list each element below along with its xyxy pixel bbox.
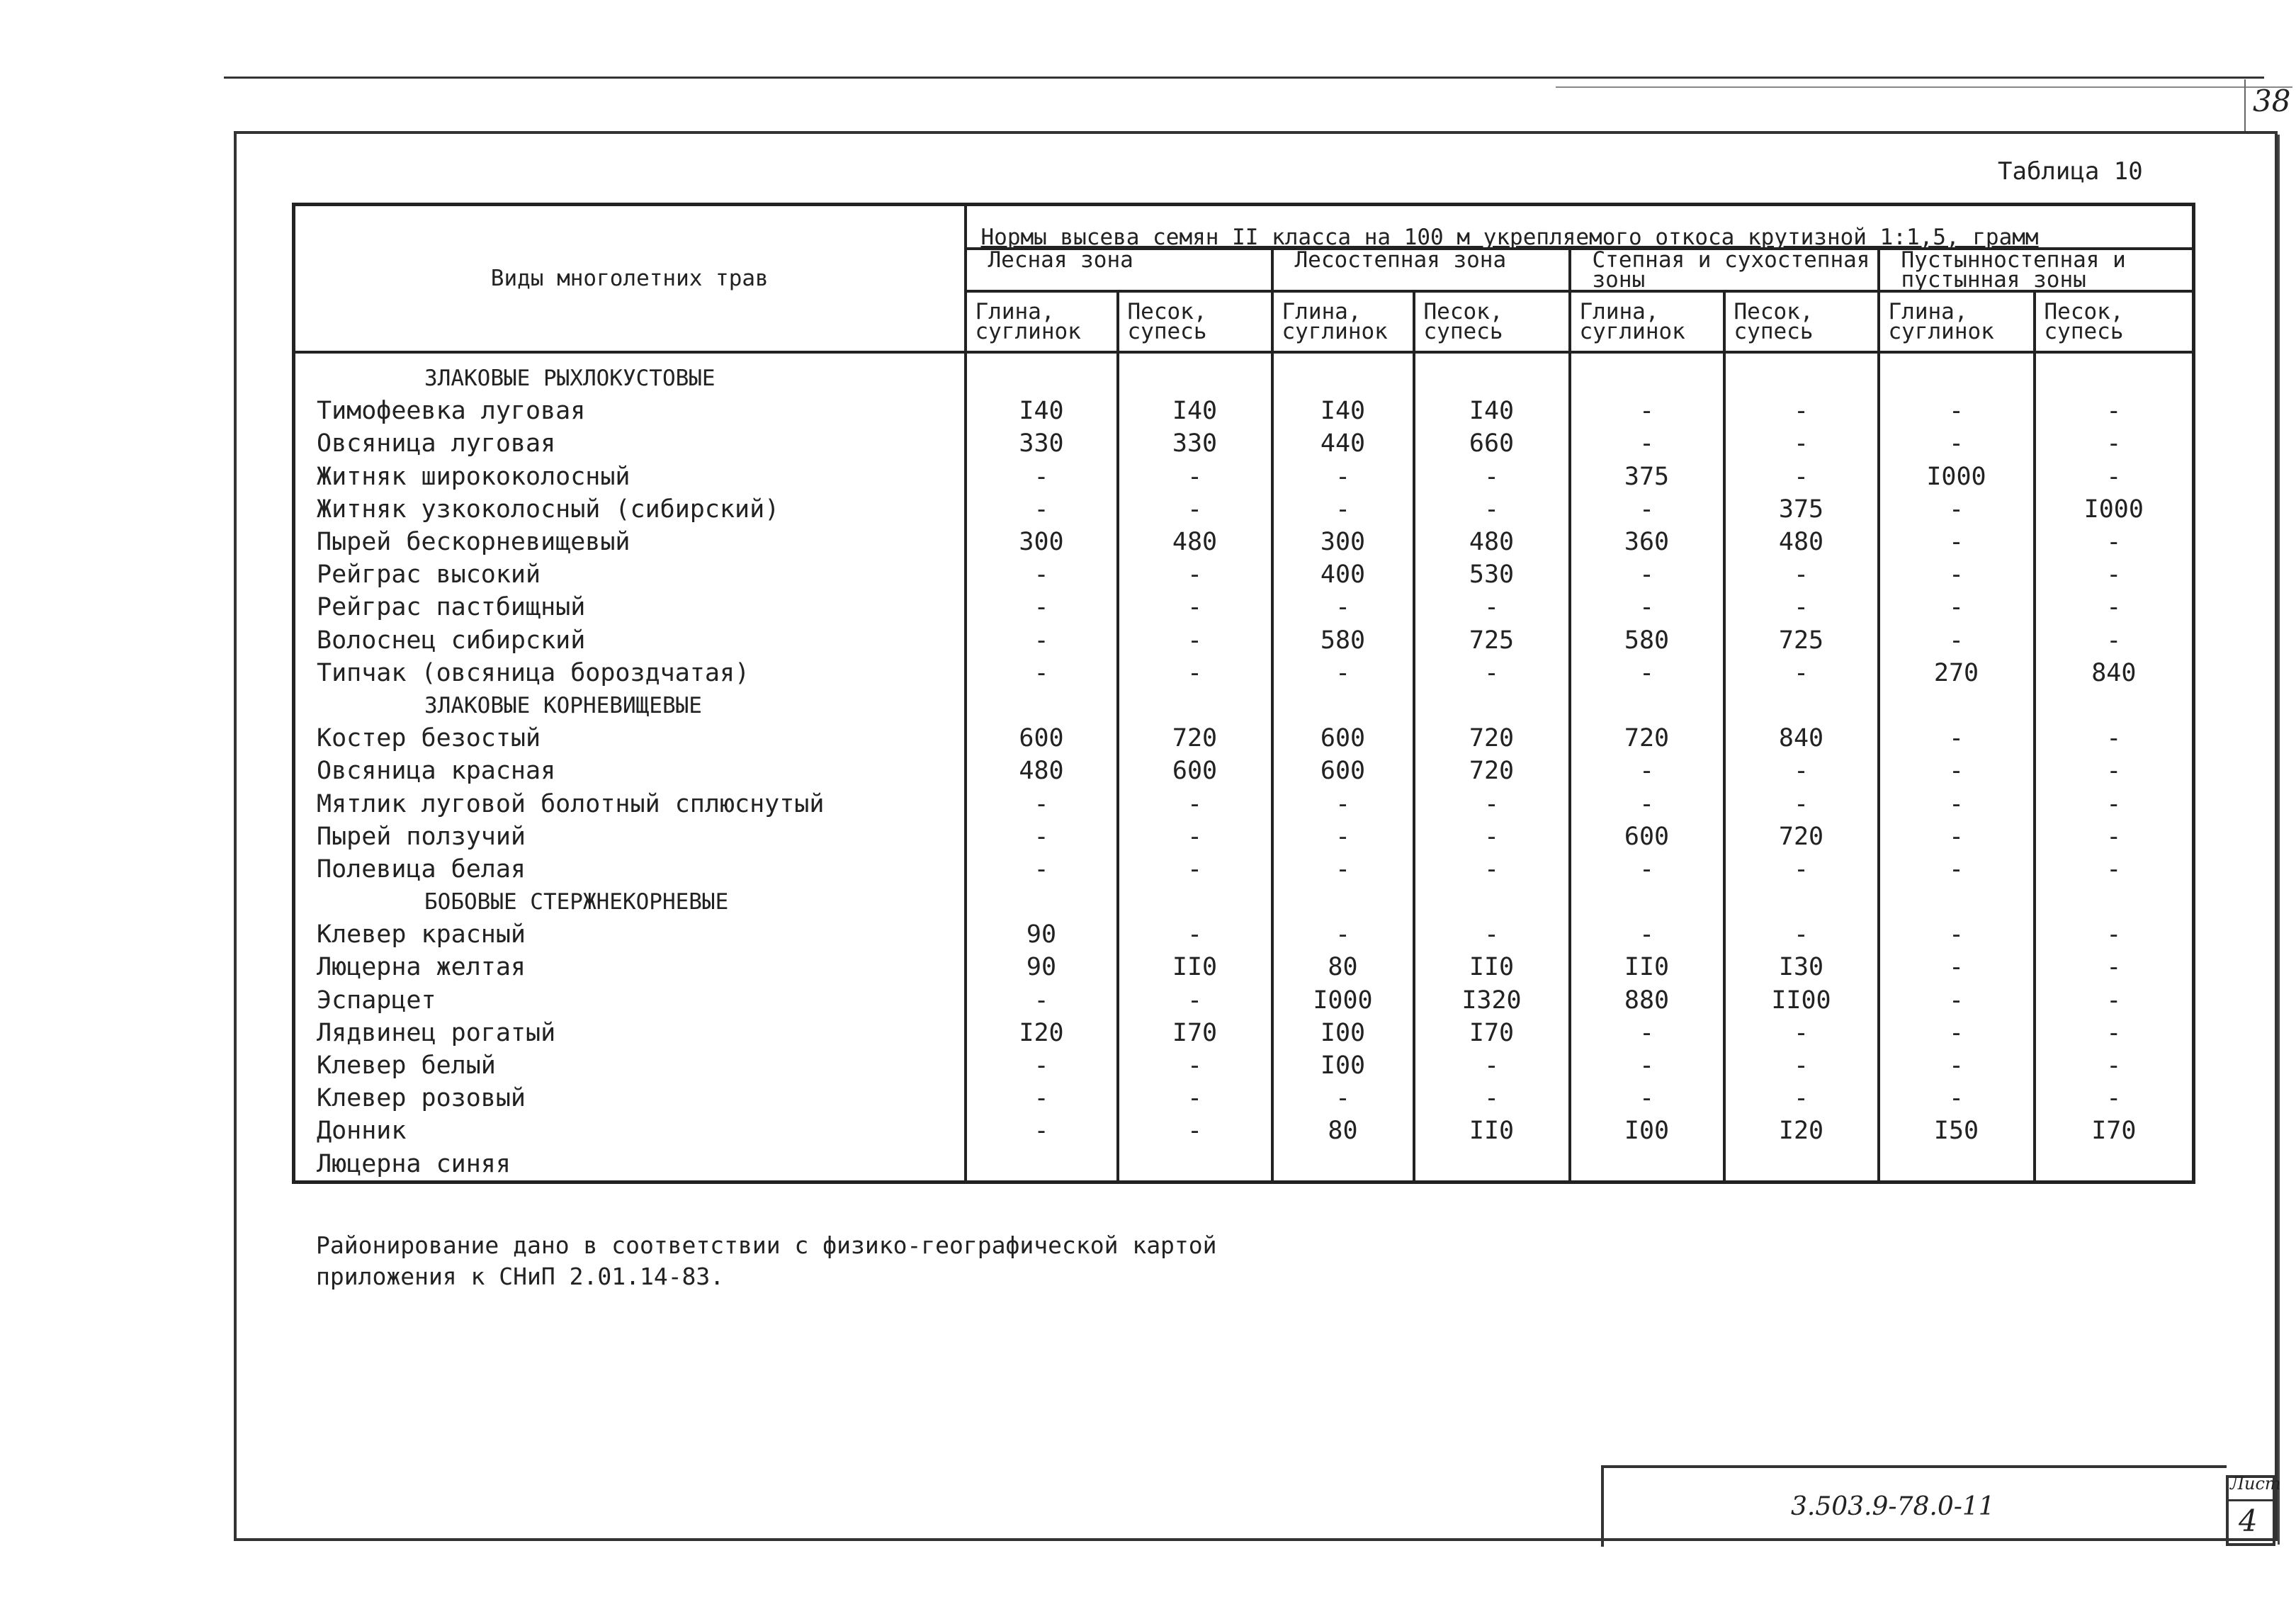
species-name: Житняк ширококолосный (294, 461, 966, 493)
table-cell: - (1118, 657, 1272, 689)
table-cell: 330 (1118, 427, 1272, 460)
zone-header: Пустынностепная и пустынная зоны (1879, 249, 2194, 291)
table-cell: - (1272, 787, 1414, 820)
table-cell: I40 (1118, 395, 1272, 427)
table-cell: - (1570, 427, 1724, 460)
table-cell: - (1879, 493, 2035, 526)
note-line-1: Районирование дано в соответствии с физико-географической картой (316, 1231, 1217, 1259)
table-cell: - (1570, 1082, 1724, 1114)
table-cell: II0 (1118, 951, 1272, 983)
table-row (294, 624, 2194, 657)
table-cell (1272, 689, 1414, 722)
table-cell: 600 (1570, 820, 1724, 853)
table-row (294, 1148, 2194, 1183)
table-cell (1272, 1148, 1414, 1183)
table-cell: - (966, 787, 1118, 820)
table-cell: 600 (966, 722, 1118, 755)
table-cell (1414, 352, 1570, 395)
table-cell: - (1724, 918, 1879, 951)
table-cell (2035, 689, 2194, 722)
table-cell: - (966, 984, 1118, 1017)
group-heading: ЗЛАКОВЫЕ КОРНЕВИЩЕВЫЕ (294, 689, 966, 722)
table-cell: - (1879, 1017, 2035, 1049)
table-cell: - (1414, 1049, 1570, 1082)
table-row (294, 918, 2194, 951)
table-cell: - (2035, 1082, 2194, 1114)
species-name: Мятлик луговой болотный сплюснутый (294, 787, 966, 820)
zone-header: Лесостепная зона (1272, 249, 1570, 291)
table-cell: - (1570, 493, 1724, 526)
soil-header: Песок, супесь (1118, 291, 1272, 352)
table-cell: - (1724, 591, 1879, 623)
table-row (294, 526, 2194, 558)
table-cell: - (1879, 951, 2035, 983)
table-cell: I40 (1414, 395, 1570, 427)
table-cell: II00 (1724, 984, 1879, 1017)
soil-header: Глина, суглинок (1879, 291, 2035, 352)
table-cell: 270 (1879, 657, 2035, 689)
table-cell: 580 (1272, 624, 1414, 657)
species-name: Пырей ползучий (294, 820, 966, 853)
table-row (294, 591, 2194, 623)
table-cell: 600 (1272, 755, 1414, 787)
zone-header: Лесная зона (966, 249, 1272, 291)
table-cell: I70 (2035, 1114, 2194, 1147)
table-cell: 880 (1570, 984, 1724, 1017)
species-name: Рейграс пастбищный (294, 591, 966, 623)
table-cell: - (1414, 493, 1570, 526)
table-cell: - (1118, 853, 1272, 886)
table-cell (966, 1148, 1118, 1183)
table-cell: I50 (1879, 1114, 2035, 1147)
table-cell: - (1118, 984, 1272, 1017)
table-cell (1414, 886, 1570, 918)
table-cell: 720 (1414, 755, 1570, 787)
table-cell: I000 (1272, 984, 1414, 1017)
table-cell: - (1570, 1049, 1724, 1082)
table-cell: - (1879, 722, 2035, 755)
table-cell: - (1570, 591, 1724, 623)
table-cell (1272, 352, 1414, 395)
table-cell: I20 (966, 1017, 1118, 1049)
table-cell: 300 (966, 526, 1118, 558)
table-cell: - (2035, 526, 2194, 558)
table-cell: - (1724, 395, 1879, 427)
table-cell: - (966, 853, 1118, 886)
table-cell (1724, 1148, 1879, 1183)
table-cell: 580 (1570, 624, 1724, 657)
table-cell: - (1118, 1049, 1272, 1082)
table-cell: - (1879, 1049, 2035, 1082)
table-cell: 725 (1724, 624, 1879, 657)
table-cell: - (1118, 624, 1272, 657)
table-cell (1724, 689, 1879, 722)
table-cell (1879, 1148, 2035, 1183)
species-name: Люцерна желтая (294, 951, 966, 983)
table-cell: - (1724, 1049, 1879, 1082)
table-cell: - (1118, 1114, 1272, 1147)
zone-header: Степная и сухостепная зоны (1570, 249, 1879, 291)
table-cell: - (1879, 624, 2035, 657)
species-name: Пырей бескорневищевый (294, 526, 966, 558)
species-name: Донник (294, 1114, 966, 1147)
table-cell: - (966, 461, 1118, 493)
sheet-number: 4 (2239, 1503, 2258, 1538)
table-cell: 720 (1724, 820, 1879, 853)
table-cell: - (1414, 591, 1570, 623)
table-body (294, 352, 2194, 1182)
table-cell (1570, 1148, 1724, 1183)
table-cell: - (2035, 1049, 2194, 1082)
table-cell: - (1570, 918, 1724, 951)
table-cell: - (1724, 461, 1879, 493)
table-cell: - (2035, 461, 2194, 493)
sheet-label: Лист (2230, 1474, 2281, 1494)
table-cell: 720 (1118, 722, 1272, 755)
table-cell: - (1879, 984, 2035, 1017)
table-cell: - (966, 820, 1118, 853)
table-cell: 660 (1414, 427, 1570, 460)
soil-header: Песок, супесь (1724, 291, 1879, 352)
table-row (294, 1082, 2194, 1114)
table-caption: Таблица 10 (1998, 157, 2143, 186)
table-cell: 375 (1724, 493, 1879, 526)
table-cell (1879, 689, 2035, 722)
table-cell (1414, 689, 1570, 722)
soil-header: Глина, суглинок (966, 291, 1118, 352)
table-cell: - (1118, 558, 1272, 591)
table-cell: I40 (1272, 395, 1414, 427)
table-cell: - (2035, 755, 2194, 787)
table-cell: - (1724, 755, 1879, 787)
species-name: Костер безостый (294, 722, 966, 755)
table-row (294, 1114, 2194, 1147)
table-cell: 840 (1724, 722, 1879, 755)
table-cell: - (2035, 722, 2194, 755)
table-cell: - (1414, 461, 1570, 493)
table-cell: - (1879, 820, 2035, 853)
table-cell: I20 (1724, 1114, 1879, 1147)
table-cell: 90 (966, 918, 1118, 951)
group-row (294, 689, 2194, 722)
table-cell: - (1879, 395, 2035, 427)
table-cell: - (1272, 461, 1414, 493)
table-cell: - (1414, 657, 1570, 689)
table-cell: - (1724, 657, 1879, 689)
table-cell (2035, 352, 2194, 395)
table-cell (2035, 1148, 2194, 1183)
table-cell: I00 (1272, 1049, 1414, 1082)
table-cell (1118, 689, 1272, 722)
table-cell: 330 (966, 427, 1118, 460)
table-cell: - (1724, 853, 1879, 886)
table-cell: - (2035, 918, 2194, 951)
table-cell: - (2035, 591, 2194, 623)
table-cell (1879, 886, 2035, 918)
table-cell: I000 (1879, 461, 2035, 493)
table-cell: - (1272, 820, 1414, 853)
table-cell: - (1414, 787, 1570, 820)
table-cell: I70 (1414, 1017, 1570, 1049)
table-cell: - (2035, 1017, 2194, 1049)
document-code: 3.503.9-78.0-11 (1791, 1492, 1995, 1521)
species-name: Люцерна синяя (294, 1148, 966, 1183)
right-margin-line (2244, 79, 2246, 132)
species-name: Полевица белая (294, 853, 966, 886)
table-cell (1570, 352, 1724, 395)
table-cell: - (1879, 755, 2035, 787)
table-cell: 360 (1570, 526, 1724, 558)
group-row (294, 886, 2194, 918)
table-cell (966, 352, 1118, 395)
table-cell (2035, 886, 2194, 918)
table-row (294, 395, 2194, 427)
table-cell (1414, 1148, 1570, 1183)
table-cell: II0 (1570, 951, 1724, 983)
group-heading: ЗЛАКОВЫЕ РЫХЛОКУСТОВЫЕ (294, 352, 966, 395)
table-cell: 720 (1414, 722, 1570, 755)
soil-header: Песок, супесь (1414, 291, 1570, 352)
soil-header: Глина, суглинок (1570, 291, 1724, 352)
note-line-2: приложения к СНиП 2.01.14-83. (316, 1263, 725, 1290)
table-cell: - (1570, 1017, 1724, 1049)
table-cell: - (1118, 918, 1272, 951)
table-cell (966, 689, 1118, 722)
table-cell: - (1118, 820, 1272, 853)
table-cell (1879, 352, 2035, 395)
table-row (294, 984, 2194, 1017)
table-cell: 375 (1570, 461, 1724, 493)
table-cell: 480 (1414, 526, 1570, 558)
table-cell: 300 (1272, 526, 1414, 558)
table-row (294, 1017, 2194, 1049)
soil-header: Глина, суглинок (1272, 291, 1414, 352)
species-name: Житняк узкоколосный (сибирский) (294, 493, 966, 526)
table-cell: - (1118, 493, 1272, 526)
species-name: Эспарцет (294, 984, 966, 1017)
table-row (294, 722, 2194, 755)
table-row (294, 853, 2194, 886)
page-number: 38 (2253, 84, 2291, 118)
table-cell (1118, 886, 1272, 918)
table-cell: - (1879, 558, 2035, 591)
table-cell: - (1724, 1017, 1879, 1049)
table-cell: - (966, 591, 1118, 623)
table-cell: - (966, 1049, 1118, 1082)
table-cell: 530 (1414, 558, 1570, 591)
species-name: Рейграс высокий (294, 558, 966, 591)
table-cell: 600 (1118, 755, 1272, 787)
table-cell: - (1879, 526, 2035, 558)
table-cell: - (1570, 657, 1724, 689)
table-row (294, 427, 2194, 460)
table-cell: - (1879, 787, 2035, 820)
table-row (294, 820, 2194, 853)
table-cell (1272, 886, 1414, 918)
table-cell: - (1570, 853, 1724, 886)
table-cell: - (1272, 591, 1414, 623)
table-cell (1724, 886, 1879, 918)
table-cell: - (1879, 853, 2035, 886)
table-cell: - (1272, 1082, 1414, 1114)
table-cell: I30 (1724, 951, 1879, 983)
table-cell: I320 (1414, 984, 1570, 1017)
table-row (294, 657, 2194, 689)
table-cell: - (1879, 918, 2035, 951)
table-cell: - (2035, 951, 2194, 983)
table-cell: - (1570, 787, 1724, 820)
table-cell: II0 (1414, 1114, 1570, 1147)
table-row (294, 755, 2194, 787)
table-cell: - (1118, 1082, 1272, 1114)
table-cell (1570, 689, 1724, 722)
table-cell: II0 (1414, 951, 1570, 983)
table-cell: - (1414, 820, 1570, 853)
table-cell: - (1272, 493, 1414, 526)
table-cell: I70 (1118, 1017, 1272, 1049)
table-cell: - (2035, 853, 2194, 886)
species-name: Волоснец сибирский (294, 624, 966, 657)
table-cell: - (1414, 918, 1570, 951)
table-row (294, 461, 2194, 493)
table-cell: 480 (966, 755, 1118, 787)
table-cell: - (2035, 787, 2194, 820)
table-cell: 440 (1272, 427, 1414, 460)
header-species: Виды многолетних трав (294, 205, 966, 353)
table-cell: 480 (1724, 526, 1879, 558)
table-row (294, 787, 2194, 820)
table-cell (1118, 1148, 1272, 1183)
table-cell: - (1414, 853, 1570, 886)
table-cell: - (1570, 755, 1724, 787)
species-name: Клевер белый (294, 1049, 966, 1082)
table-cell: I000 (2035, 493, 2194, 526)
table-cell: - (2035, 984, 2194, 1017)
table-cell: 400 (1272, 558, 1414, 591)
sheet-box-divider (2226, 1499, 2275, 1501)
table-cell: - (966, 1082, 1118, 1114)
table-cell: - (2035, 624, 2194, 657)
table-row (294, 951, 2194, 983)
table-cell: - (1414, 1082, 1570, 1114)
species-name: Типчак (овсяница бороздчатая) (294, 657, 966, 689)
species-name: Овсяница луговая (294, 427, 966, 460)
table-cell: - (966, 493, 1118, 526)
species-name: Овсяница красная (294, 755, 966, 787)
table-cell: - (1118, 787, 1272, 820)
top-rule (224, 77, 2264, 79)
table-row (294, 558, 2194, 591)
table-cell: - (1724, 558, 1879, 591)
table-cell: I00 (1272, 1017, 1414, 1049)
table-cell: 725 (1414, 624, 1570, 657)
right-edge-line (2278, 135, 2280, 1545)
table-cell: - (1570, 395, 1724, 427)
table-cell: - (966, 558, 1118, 591)
table-cell: - (1879, 1082, 2035, 1114)
table-cell: I00 (1570, 1114, 1724, 1147)
species-name: Лядвинец рогатый (294, 1017, 966, 1049)
table-cell (1724, 352, 1879, 395)
table-cell: - (1118, 591, 1272, 623)
table-cell: - (1724, 1082, 1879, 1114)
group-row (294, 352, 2194, 395)
table-cell: - (1118, 461, 1272, 493)
table-cell: - (1879, 591, 2035, 623)
table-cell: - (1724, 427, 1879, 460)
table-cell: - (966, 657, 1118, 689)
species-name: Клевер розовый (294, 1082, 966, 1114)
table-cell (1118, 352, 1272, 395)
table-cell: - (2035, 427, 2194, 460)
table-cell: - (2035, 395, 2194, 427)
table-cell: 840 (2035, 657, 2194, 689)
table-cell (1570, 886, 1724, 918)
table-cell: 80 (1272, 951, 1414, 983)
species-name: Клевер красный (294, 918, 966, 951)
table-cell: I40 (966, 395, 1118, 427)
table-cell: 600 (1272, 722, 1414, 755)
table-cell: - (2035, 558, 2194, 591)
table-cell: - (1879, 427, 2035, 460)
header-main: Нормы высева семян II класса на 100 м укрепляемого откоса крутизной 1:1,5, грамм (966, 205, 2194, 249)
table-cell: - (1272, 918, 1414, 951)
soil-header: Песок, супесь (2035, 291, 2194, 352)
table-cell: - (966, 1114, 1118, 1147)
table-row (294, 493, 2194, 526)
table-cell: 80 (1272, 1114, 1414, 1147)
table-cell: 90 (966, 951, 1118, 983)
species-name: Тимофеевка луговая (294, 395, 966, 427)
table-cell: - (2035, 820, 2194, 853)
table-cell (966, 886, 1118, 918)
table-cell: - (1724, 787, 1879, 820)
table-row (294, 1049, 2194, 1082)
table-cell: - (1272, 657, 1414, 689)
table-cell: 480 (1118, 526, 1272, 558)
table-cell: - (1570, 558, 1724, 591)
table-cell: - (966, 624, 1118, 657)
table-cell: 720 (1570, 722, 1724, 755)
table-cell: - (1272, 853, 1414, 886)
seeding-norms-table (292, 203, 2195, 1184)
top-rule-dashed (1556, 86, 2292, 88)
group-heading: БОБОВЫЕ СТЕРЖНЕКОРНЕВЫЕ (294, 886, 966, 918)
